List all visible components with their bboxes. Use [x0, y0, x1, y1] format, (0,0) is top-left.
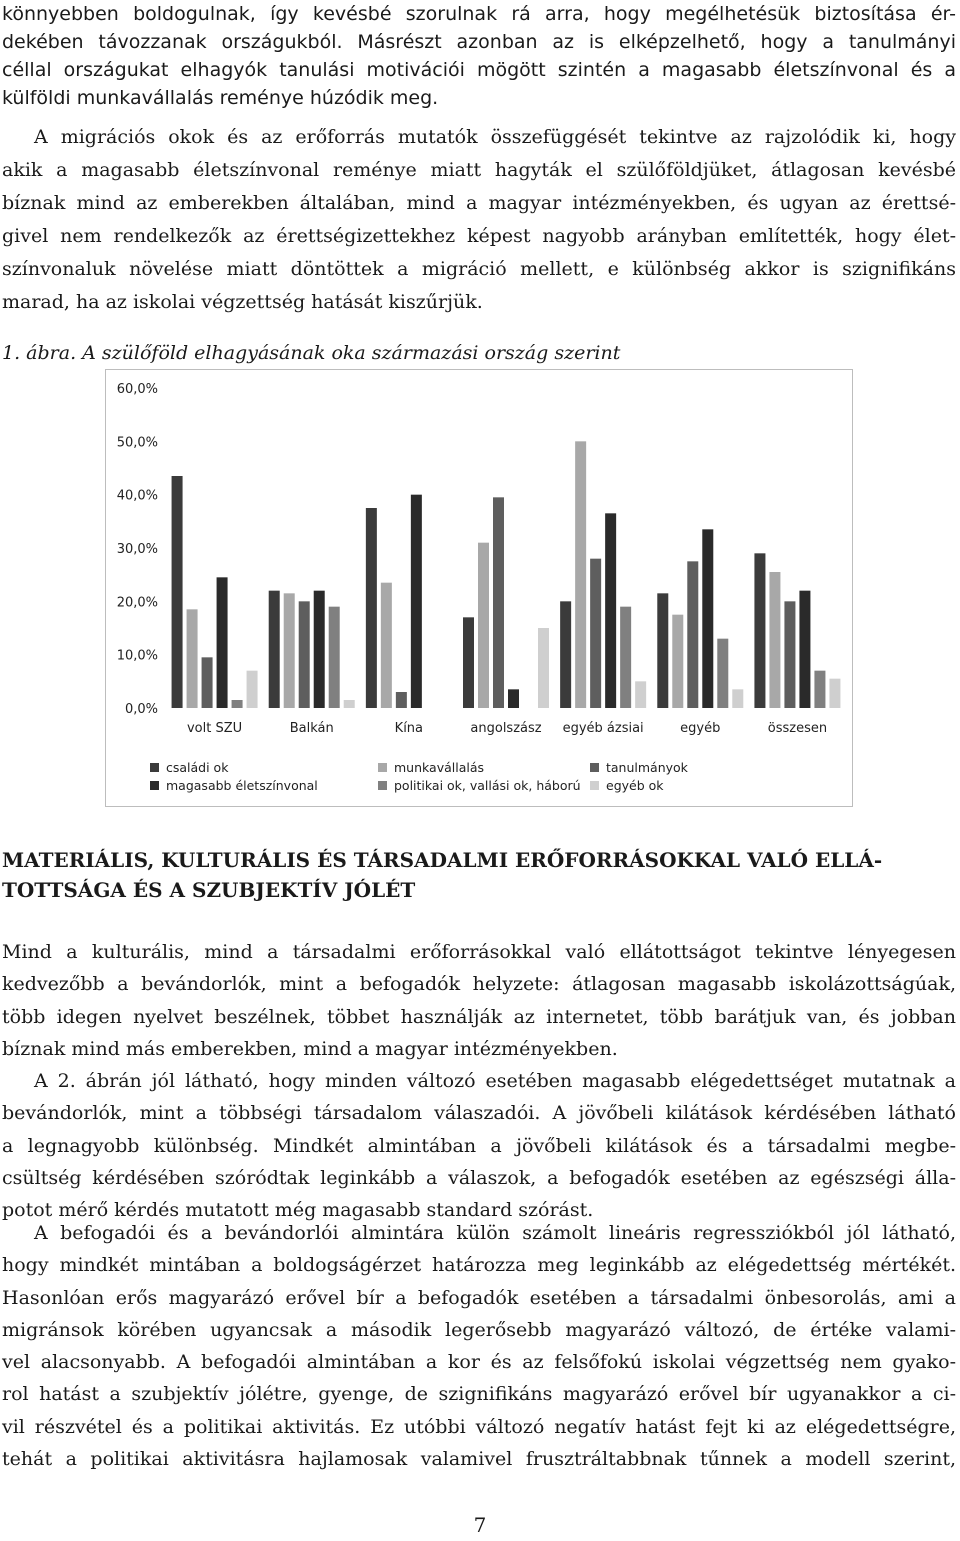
bar [366, 508, 377, 708]
bar [620, 607, 631, 708]
bar [314, 591, 325, 708]
x-tick-label: egyéb ázsiai [562, 721, 644, 736]
bar [493, 497, 504, 708]
text-line: bíznak mind más emberekben, mind a magyar intézményekben. [2, 1037, 618, 1060]
bar [590, 559, 601, 708]
bar [754, 553, 765, 708]
figure2-paragraph [2, 1065, 956, 1226]
text-line: csültség kérdésében szóródtak leginkább a válaszok, a befogadók esetében az egészségi álla- [2, 1166, 956, 1189]
bar [814, 671, 825, 708]
y-tick-label: 0,0% [124, 702, 158, 717]
section-heading-line: MATERIÁLIS, KULTURÁLIS ÉS TÁRSADALMI ERŐFORRÁSOKKAL VALÓ ELLÁ- [2, 848, 883, 872]
text-line: könnyebben boldogulnak, így kevésbé szorulnak rá arra, hogy megélhetésük biztosítása ér- [2, 3, 956, 25]
legend-swatch [590, 763, 599, 772]
text-line: vel alacsonyabb. A befogadói almintában a kor és az felsőfokú iskolai végzettség nem gyako- [2, 1351, 956, 1374]
bar [284, 593, 295, 708]
bar [769, 572, 780, 708]
text-line: színvonaluk növelése miatt döntöttek a migráció mellett, e különbség akkor is szignifikáns [2, 258, 956, 280]
text-line: dekében távozzanak országukból. Másrészt azonban az is elképzelhető, hogy a tanulmányi [2, 31, 956, 53]
y-tick-label: 10,0% [116, 648, 158, 664]
bar [344, 700, 355, 708]
bar [478, 543, 489, 708]
bar [717, 639, 728, 708]
x-tick-label: Kína [394, 721, 424, 736]
text-line: bevándorlók, mint a többségi társadalom válaszadói. A jövőbeli kilátások kérdésében látható [2, 1102, 956, 1125]
y-tick-label: 20,0% [116, 595, 158, 611]
y-tick-label: 60,0% [116, 382, 158, 397]
legend-label: családi ok [166, 760, 229, 775]
bar [232, 700, 243, 708]
bar [605, 513, 616, 708]
bar [784, 601, 795, 708]
bar [299, 601, 310, 708]
bar [560, 601, 571, 708]
x-tick-label: volt SZU [186, 721, 243, 736]
bar [463, 617, 474, 708]
legend-label: magasabb életszínvonal [166, 778, 318, 793]
bar [247, 671, 258, 708]
text-line: kedvezőbb a bevándorlók, mint a befogadók helyzete: átlagosan magasabb iskolázottságúak, [2, 973, 956, 996]
text-line: bíznak mind az emberekben általában, mind a magyar intézményekben, és ugyan az érettsé- [2, 192, 956, 214]
resources-paragraph [2, 936, 956, 1065]
legend-swatch [378, 781, 387, 790]
bar [217, 577, 228, 708]
bar [381, 583, 392, 708]
figure-caption: 1. ábra. A szülőföld elhagyásának oka származási ország szerint [2, 342, 621, 364]
text-line: akik a magasabb életszínvonal reménye miatt hagyták el szülőföldjüket, átlagosan kevésbé [2, 159, 956, 181]
y-tick-label: 40,0% [116, 488, 158, 504]
text-line: vil részvétel és a politikai aktivitás. Ez utóbbi változó negatív hatást fejt ki az elégedettségre, [2, 1415, 956, 1438]
intro-paragraph [2, 0, 956, 112]
bar [799, 591, 810, 708]
x-tick-label: egyéb [680, 721, 721, 736]
text-line: A befogadói és a bevándorlói almintára külön számolt lineáris regressziókból jól látható, [34, 1222, 956, 1244]
text-line: tehát a politikai aktivitásra hajlamosak valamivel frusztráltabbnak tűnnek a modell szerint, [2, 1448, 956, 1471]
bar [187, 609, 198, 708]
bar [329, 607, 340, 708]
regression-paragraph [2, 1217, 956, 1475]
text-line: a legnagyobb különbség. Mindkét almintában a jövőbeli kilátások és a társadalmi megbe- [2, 1134, 956, 1157]
bar [829, 679, 840, 708]
chart-canvas [106, 370, 852, 806]
text-line: hogy mindkét mintában a boldogságérzet határozza meg leginkább az elégedettség mértékét. [2, 1254, 956, 1277]
legend-label: tanulmányok [606, 760, 688, 775]
bar-chart [105, 369, 853, 807]
text-line: A 2. ábrán jól látható, hogy minden változó esetében magasabb elégedettséget mutatnak a [34, 1070, 956, 1092]
text-line: potot mérő kérdés mutatott még magasabb standard szórást. [2, 1199, 594, 1222]
bar [657, 593, 668, 708]
migration-paragraph [2, 121, 956, 319]
y-tick-label: 30,0% [116, 542, 158, 557]
page-number: 7 [473, 1513, 487, 1537]
bar [396, 692, 407, 708]
bar [687, 561, 698, 708]
legend-swatch [150, 781, 159, 790]
bar [575, 441, 586, 708]
legend-label: politikai ok, vallási ok, háború [394, 778, 581, 793]
bar [635, 681, 646, 708]
text-line: céllal országukat elhagyók tanulási motivációi mögött szintén a magasabb életszínvonal és a [2, 59, 956, 81]
text-line: rol hatást a szubjektív jólétre, gyenge, de szignifikáns magyarázó erővel bír ugyanakkor a ci- [2, 1383, 956, 1406]
text-line: migránsok körében ugyancsak a második legerősebb magyarázó változó, de értéke valami- [2, 1318, 956, 1341]
legend-label: egyéb ok [606, 778, 664, 793]
text-line: givel nem rendelkezők az érettségizettekhez képest nagyobb arányban említették, hogy élet- [2, 225, 956, 247]
x-tick-label: angolszász [470, 721, 542, 736]
legend-swatch [378, 763, 387, 772]
text-line: Mind a kulturális, mind a társadalmi erőforrásokkal való ellátottságot tekintve lényegesen [2, 941, 956, 963]
bar [202, 657, 213, 708]
y-tick-label: 50,0% [116, 435, 158, 451]
bar [538, 628, 549, 708]
bar [269, 591, 280, 708]
text-line: Hasonlóan erős magyarázó erővel bír a befogadók esetében a társadalmi önbesorolás, ami a [2, 1286, 956, 1309]
section-heading [2, 845, 956, 905]
legend-label: munkavállalás [394, 760, 485, 775]
section-heading-line: TOTTSÁGA ÉS A SZUBJEKTÍV JÓLÉT [2, 878, 416, 902]
bar [732, 689, 743, 708]
x-tick-label: Balkán [289, 721, 334, 736]
bar [508, 689, 519, 708]
text-line: A migrációs okok és az erőforrás mutatók összefüggését tekintve az rajzolódik ki, hogy [34, 126, 956, 148]
bar [172, 476, 183, 708]
text-line: külföldi munkavállalás reménye húzódik meg. [2, 87, 439, 109]
bar [702, 529, 713, 708]
x-tick-label: összesen [767, 721, 828, 736]
legend-swatch [150, 763, 159, 772]
bar [672, 615, 683, 708]
text-line: marad, ha az iskolai végzettség hatását kiszűrjük. [2, 291, 483, 313]
text-line: több idegen nyelvet beszélnek, többet használják az internetet, több barátjuk van, és jobban [2, 1005, 956, 1028]
bar [411, 495, 422, 708]
legend-swatch [590, 781, 599, 790]
